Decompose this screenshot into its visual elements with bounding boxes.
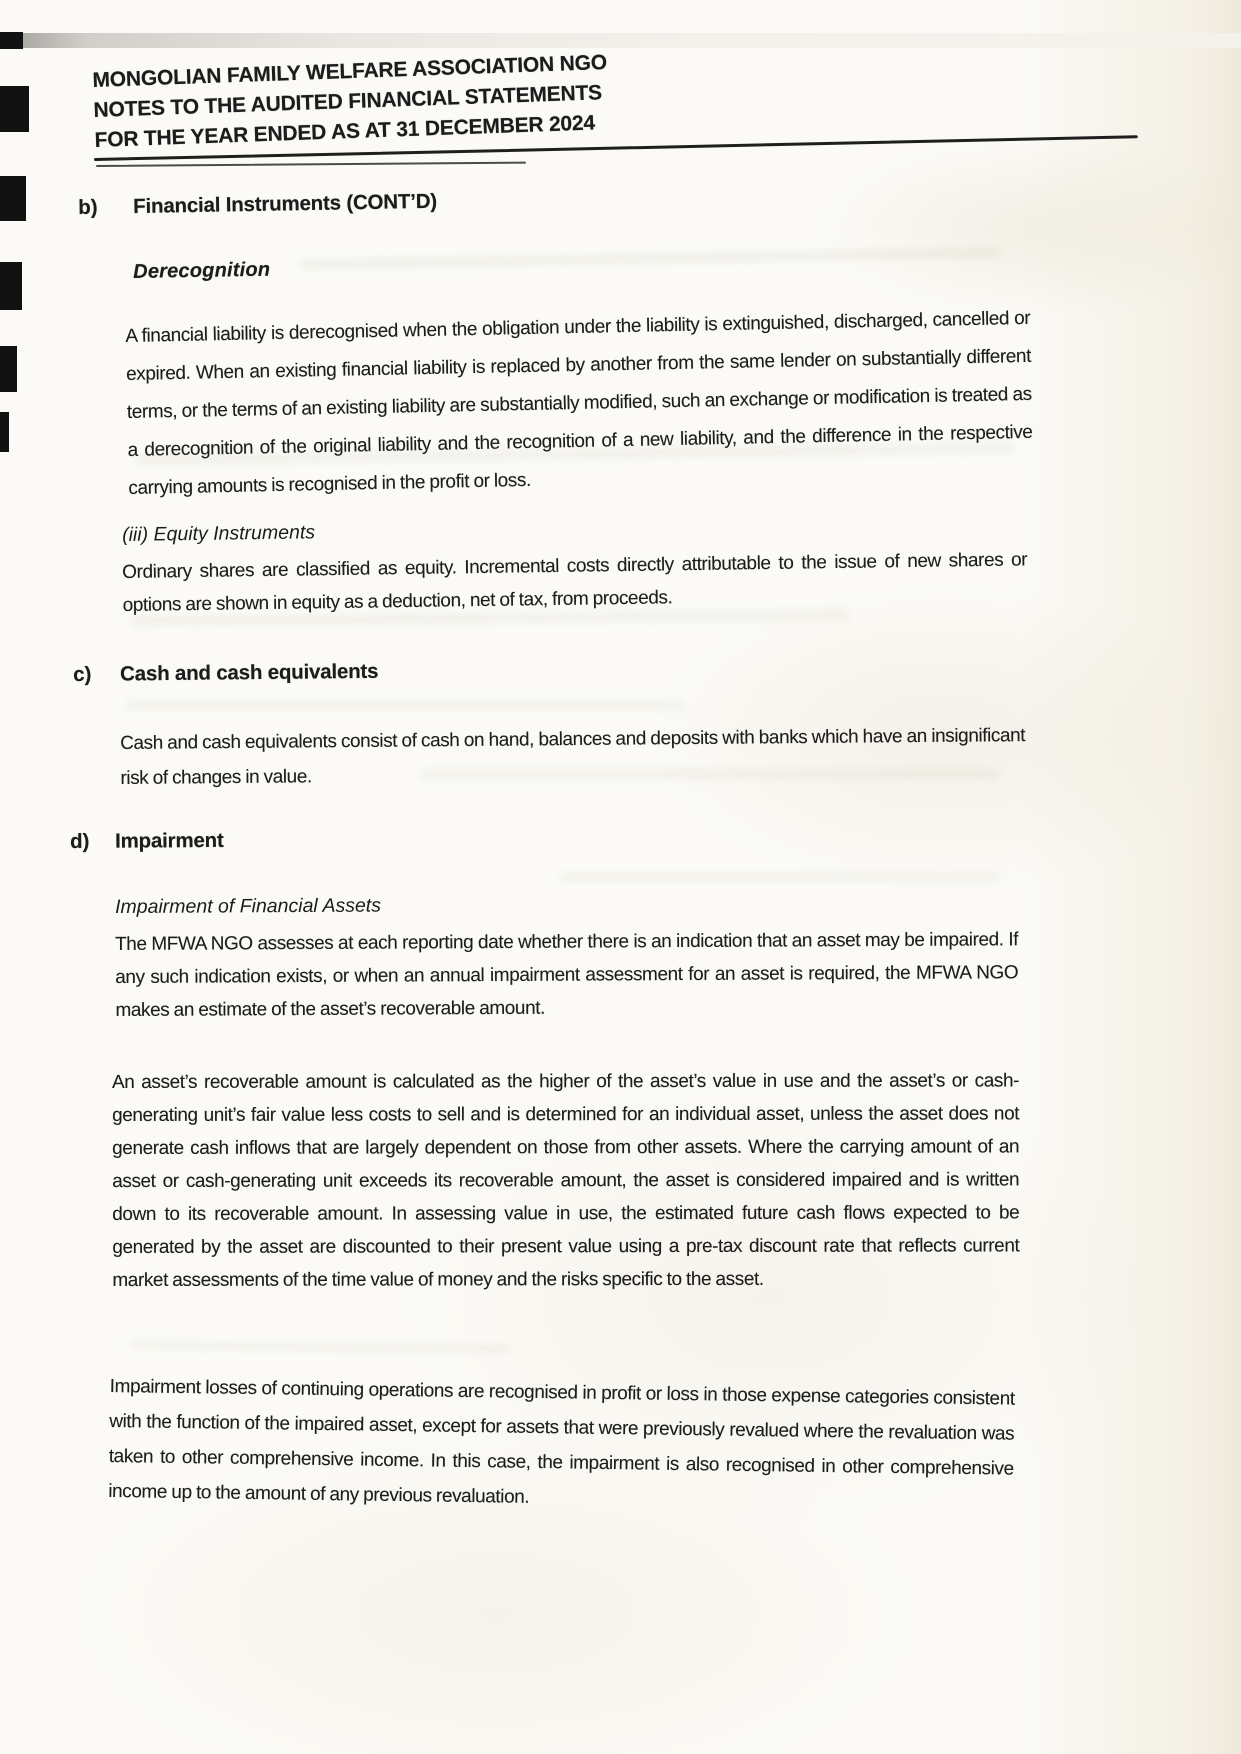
header-period: FOR THE YEAR ENDED AS AT 31 DECEMBER 2024	[94, 111, 596, 152]
impairment-paragraph-2: An asset’s recoverable amount is calculated as the higher of the asset’s value in use and the asset’s or cash-generating unit’s fair value less costs to sell and is determined for an individual asset, unless the asset does not generate cash inflows that are largely dependent on those from other assets. Where the carrying amount of an asset or cash-generating unit exceeds its recoverable amount, the asset is considered impaired and is written down to its recoverable amount. In assessing value in use, the estimated future cash flows expected to be generated by the asset are discounted to their present value using a pre-tax discount rate that reflects current market assessments of the time value of money and the risks specific to the asset.	[112, 1070, 1020, 1291]
impairment-paragraph-3: Impairment losses of continuing operations are recognised in profit or loss in those expense categories consistent with the function of the impaired asset, except for assets that were previously revalued where the revaluation was taken to other comprehensive income. In this case, the impairment is also recognised in other comprehensive income up to the amount of any previous revaluation.	[108, 1375, 1015, 1508]
binding-mark	[0, 176, 26, 221]
section-d-heading-row	[70, 829, 224, 854]
scan-top-edge-artifact	[0, 33, 1241, 48]
section-c-title: Cash and cash equivalents	[119, 659, 379, 686]
binding-mark	[0, 412, 9, 452]
section-d-title: Impairment	[114, 828, 224, 853]
derecognition-heading: Derecognition	[133, 258, 271, 283]
derecognition-paragraph: A financial liability is derecognised when the obligation under the liability is extinguished, discharged, cancelled or expired. When an existing financial liability is replaced by another from the same lender on substantially different terms, or the terms of an existing liability are substantially modified, such an exchange or modification is treated as a derecognition of the original liability and the recognition of a new liability, and the difference in the respective carrying amounts is recognised in the profit or loss.	[125, 307, 1033, 499]
section-d-label: d)	[70, 829, 90, 853]
section-b-heading-row	[78, 190, 437, 220]
equity-instruments-paragraph: Ordinary shares are classified as equity. Incremental costs directly attributable to the issue of new shares or options are shown in equity as a deduction, net of tax, from proceeds.	[122, 549, 1028, 616]
header-doc-title: NOTES TO THE AUDITED FINANCIAL STATEMENTS	[93, 81, 603, 122]
header-org-name: MONGOLIAN FAMILY WELFARE ASSOCIATION NGO	[92, 51, 608, 92]
section-b-title: Financial Instruments (CONT’D)	[132, 189, 438, 219]
header-rule-secondary	[96, 162, 526, 167]
section-b-label: b)	[78, 195, 98, 219]
bleed-through-artifact	[130, 1340, 510, 1354]
bleed-through-artifact	[125, 700, 685, 711]
binding-mark	[0, 262, 22, 310]
equity-instruments-heading: (iii) Equity Instruments	[122, 521, 316, 546]
bleed-through-artifact	[300, 247, 1000, 270]
impairment-assets-heading: Impairment of Financial Assets	[115, 894, 382, 918]
cash-equivalents-paragraph: Cash and cash equivalents consist of cash on hand, balances and deposits with banks which have an insignificant risk of changes in value.	[120, 725, 1026, 789]
impairment-paragraph-1: The MFWA NGO assesses at each reporting date whether there is an indication that an asset may be impaired. If any such indication exists, or when an annual impairment assessment for an asset is required, the MFWA NGO makes an estimate of the asset’s recoverable amount.	[115, 929, 1019, 1021]
bleed-through-artifact	[560, 872, 1000, 883]
section-c-heading-row	[73, 660, 378, 687]
page-header	[92, 48, 610, 156]
section-c-label: c)	[73, 662, 92, 686]
binding-mark	[0, 86, 29, 132]
binding-mark	[0, 346, 17, 392]
binding-mark	[0, 32, 23, 49]
